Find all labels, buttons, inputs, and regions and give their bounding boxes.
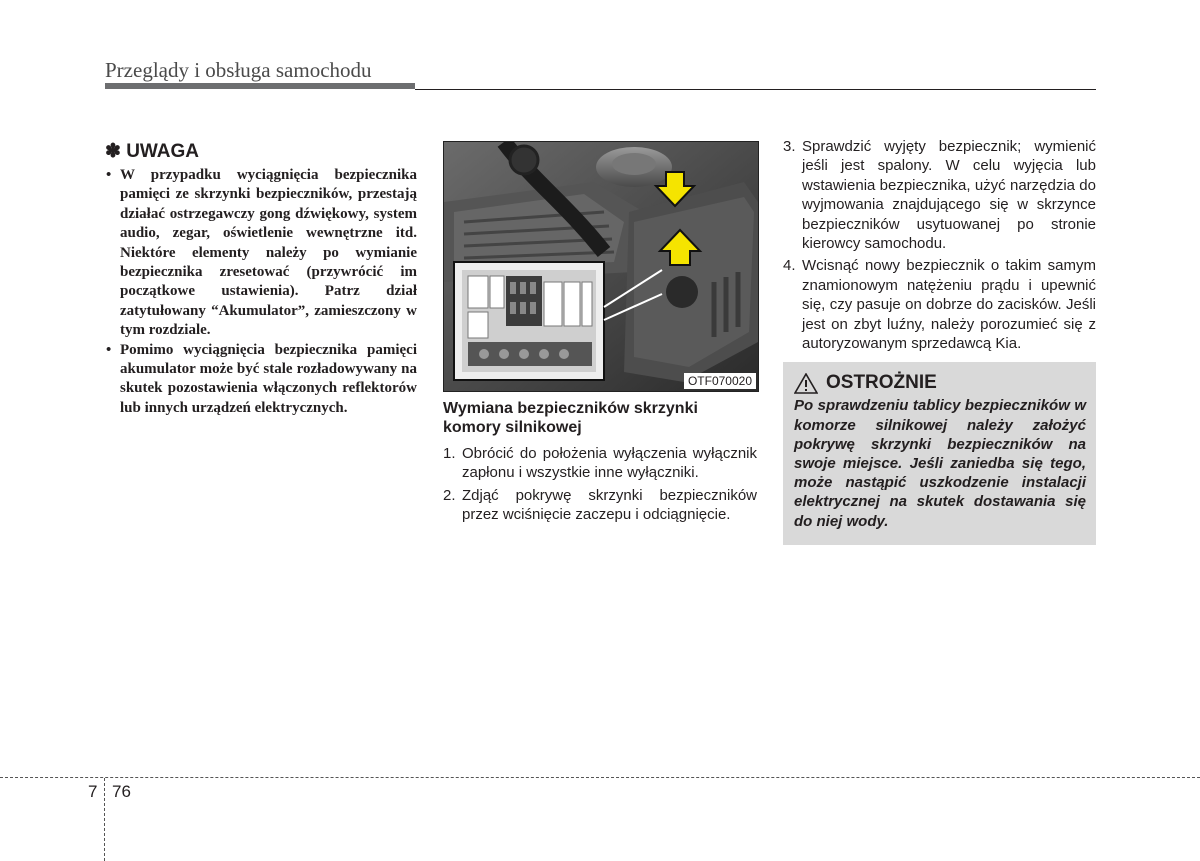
note-heading: ✽ UWAGA <box>105 141 200 162</box>
step-item <box>443 444 757 483</box>
caution-title-row <box>794 372 1086 394</box>
header-rule-thin <box>415 89 1096 90</box>
note-item <box>105 341 417 419</box>
step-item <box>783 256 1096 353</box>
step-number: 4. <box>783 257 796 275</box>
step-text: Zdjąć pokrywę skrzynki bezpieczników przez wciśnięcie zaczepu i odciągnięcie. <box>462 486 757 524</box>
step-text: Obrócić do położenia wyłączenia wyłącznik zapłonu i wszystkie inne wyłączniki. <box>462 445 757 482</box>
footer-vertical-rule <box>104 778 105 861</box>
engine-bay-illustration <box>444 142 758 391</box>
footer-rule <box>0 777 1200 778</box>
caution-text: Po sprawdzeniu tablicy bezpieczników w komorze silnikowej należy założyć pokrywę skrzynki bezpieczników na swoje miejsce. Jeśli zaniedba się tego, może nastąpić uszkodzenie instalacji elektrycznej na skutek dostawania się do niej wody. <box>794 397 1086 530</box>
caution-title: OSTROŻNIE <box>826 372 937 394</box>
steps-list-part2 <box>783 137 1096 353</box>
warning-icon <box>794 373 818 394</box>
page-number: 76 <box>112 782 131 801</box>
procedure-block <box>443 141 757 528</box>
step-text: Wcisnąć nowy bezpiecznik o takim samym znamionowym natężeniu prądu i upewnić się, czy pasuje on dobrze do zacisków. Jeśli jest on zbyt luźny, należy porozumieć się z autoryzowanym sprzedawcą Kia. <box>802 257 1096 353</box>
note-item-text: W przypadku wyciągnięcia bezpiecznika pamięci ze skrzynki bezpieczników, przestają działać ostrzegawczy gong dźwiękowy, system audio, zegar, oświetlenie wewnętrzne itd. Niektóre elementy należy po wymianie bezpiecznika zresetować (przywrócić im początkowe ustawienia). Patrz dział zatytułowany “Akumulator”, zamieszczony w tym rozdziale. <box>120 167 417 339</box>
step-number: 3. <box>783 138 796 155</box>
step-number: 2. <box>443 486 456 504</box>
bullet-icon: • <box>106 341 112 358</box>
running-header: Przeglądy i obsługa samochodu <box>105 58 372 82</box>
step-text: Sprawdzić wyjęty bezpiecznik; wymienić jeśli jest spalony. W celu wyjęcia lub wstawienia bezpiecznika, użyć narzędzia do wyjmowania znajdującego się w skrzynce bezpieczników usytuowanej po stronie kierowcy samochodu. <box>802 138 1096 253</box>
engine-bay-photo <box>443 141 759 392</box>
header-rule-thick <box>105 83 415 89</box>
note-block <box>105 140 417 418</box>
step-number: 1. <box>443 445 456 462</box>
step-item <box>783 137 1096 253</box>
bullet-icon: • <box>106 167 112 183</box>
note-item <box>105 166 417 341</box>
chapter-number: 7 <box>88 782 98 801</box>
section-heading: Wymiana bezpieczników skrzynki komory silnikowej <box>443 400 698 436</box>
note-list <box>105 166 417 418</box>
steps-list-part1 <box>443 444 757 525</box>
caution-box <box>783 362 1096 544</box>
note-item-text: Pomimo wyciągnięcia bezpiecznika pamięci akumulator może być stale rozładowywany na skutek pozostawienia włączonych reflektorów lub innych urządzeń elektrycznych. <box>120 341 417 416</box>
figure-code: OTF070020 <box>684 373 756 389</box>
procedure-continued <box>783 137 1096 545</box>
step-item <box>443 486 757 525</box>
